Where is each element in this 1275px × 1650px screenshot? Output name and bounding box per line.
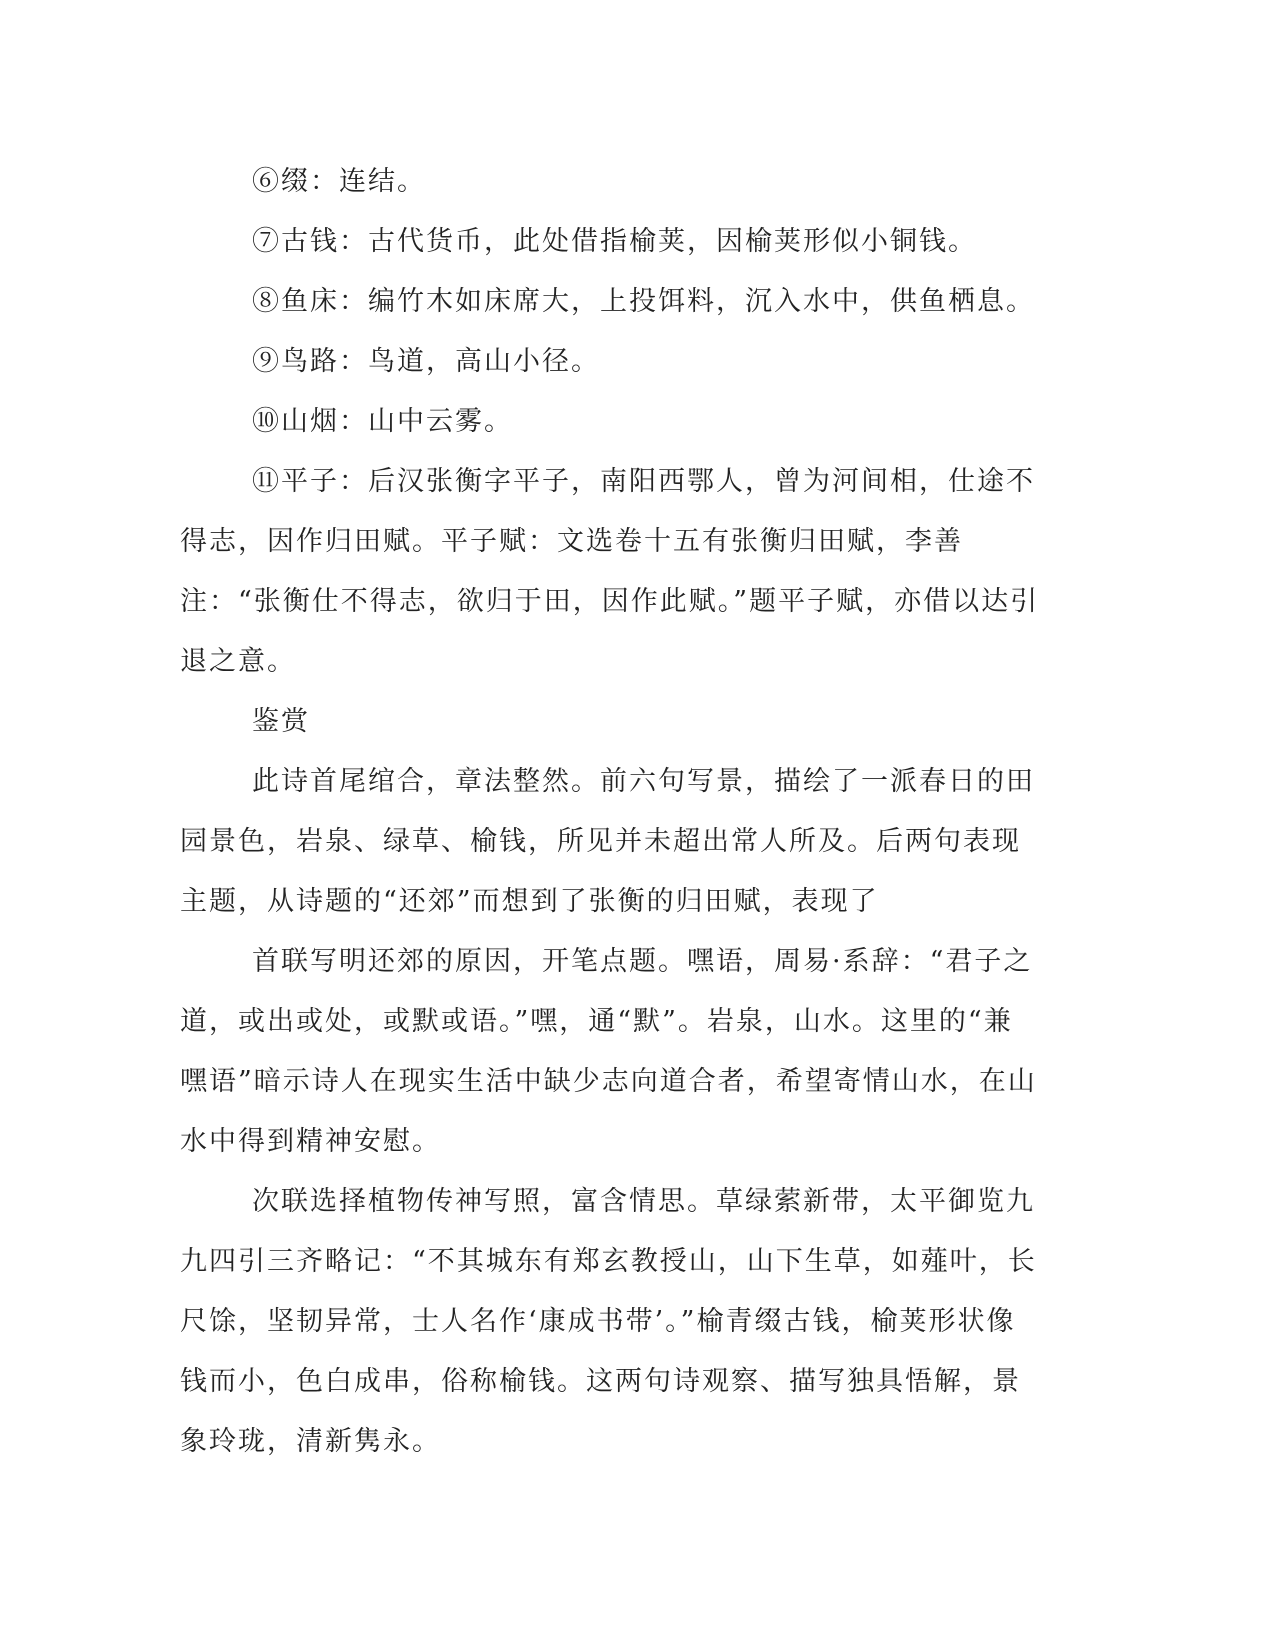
appreciation-paragraph-3: 次联选择植物传神写照，富含情思。草绿萦新带，太平御览九九四引三齐略记：“不其城东有郑玄教授山，山下生草，如薤叶，长尺馀，坚韧异常，士人名作‘康成书带’。”榆青缀古钱，榆荚形状像钱而小，色白成串，俗称榆钱。这两句诗观察、描写独具悟解，景象玲珑，清新隽永。 — [180, 1186, 1037, 1457]
section-heading: 鉴赏 — [252, 706, 310, 737]
note-8: ⑧鱼床：编竹木如床席大，上投饵料，沉入水中，供鱼栖息。 — [252, 286, 1035, 317]
note-6: ⑥缀：连结。 — [252, 166, 426, 197]
note-11: ⑪平子：后汉张衡字平子，南阳西鄂人，曾为河间相，仕途不得志，因作归田赋。平子赋：文选卷十五有张衡归田赋，李善注：“张衡仕不得志，欲归于田，因作此赋。”题平子赋，亦借以达引退之意。 — [180, 466, 1040, 677]
note-9: ⑨鸟路：鸟道，高山小径。 — [252, 346, 600, 377]
note-10: ⑩山烟：山中云雾。 — [252, 406, 513, 437]
appreciation-paragraph-2: 首联写明还郊的原因，开笔点题。嘿语，周易·系辞：“君子之道，或出或处，或默或语。”嘿，通“默”。岩泉，山水。这里的“兼嘿语”暗示诗人在现实生活中缺少志向道合者，希望寄情山水，在山水中得到精神安慰。 — [180, 946, 1037, 1157]
appreciation-paragraph-1: 此诗首尾绾合，章法整然。前六句写景，描绘了一派春日的田园景色，岩泉、绿草、榆钱，所见并未超出常人所及。后两句表现主题，从诗题的“还郊”而想到了张衡的归田赋，表现了 — [180, 766, 1035, 917]
note-7: ⑦古钱：古代货币，此处借指榆荚，因榆荚形似小铜钱。 — [252, 226, 977, 257]
body-text — [180, 152, 1040, 1472]
